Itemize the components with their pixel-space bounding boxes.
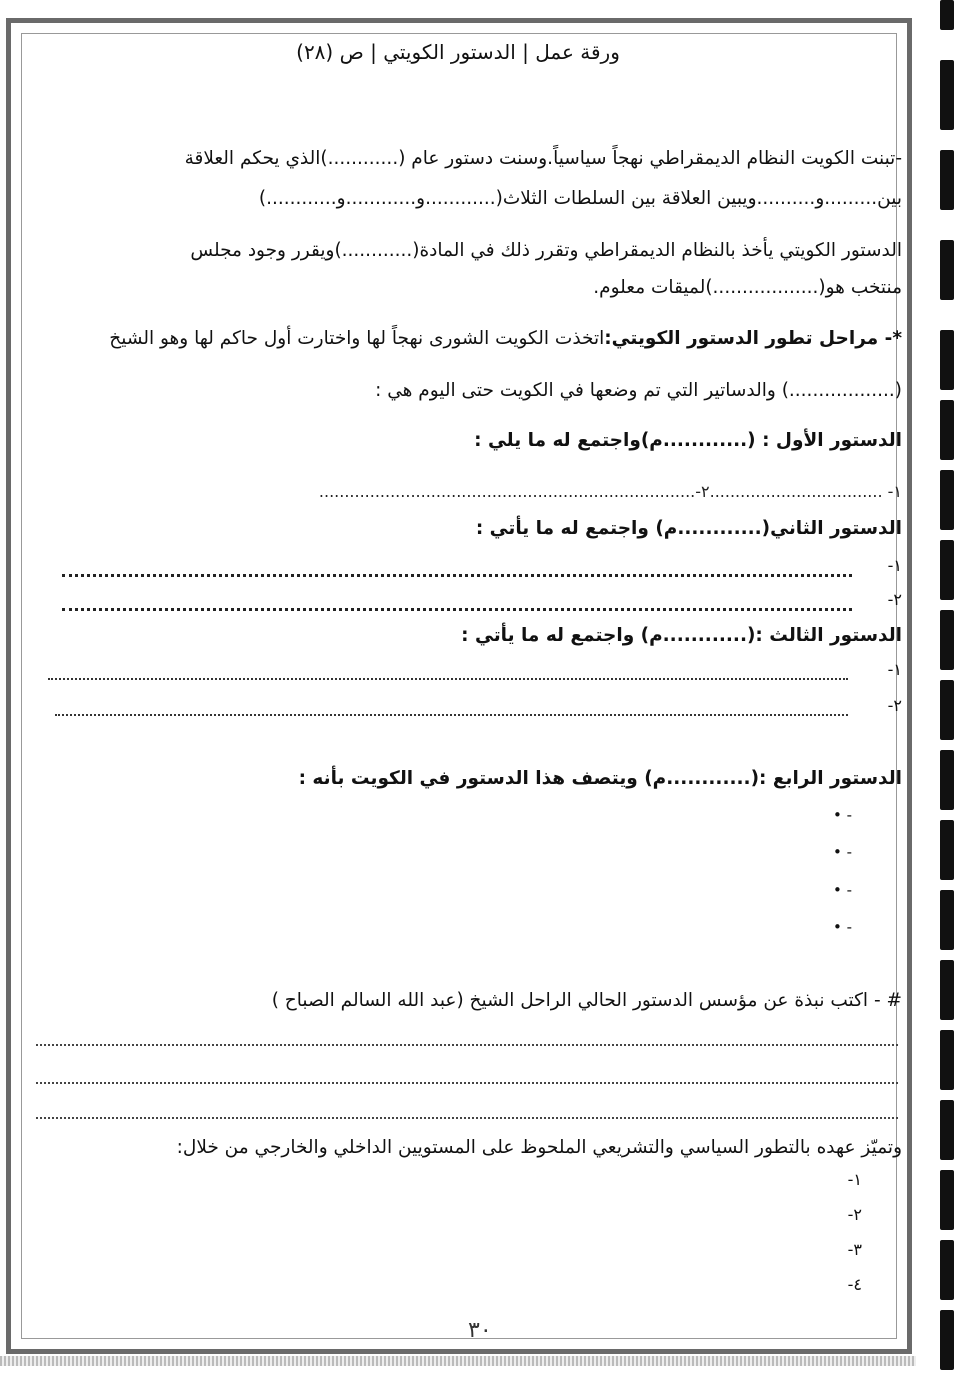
fourth-bullet-3: • - [833, 881, 853, 899]
stages-text: اتخذت الكويت الشورى نهجاً لها واختارت أول حاكم لها وهو الشيخ [109, 328, 605, 349]
founder-answer-line-1 [36, 1030, 898, 1046]
binding-hole [940, 330, 954, 390]
fourth-bullet-1: • - [833, 806, 853, 824]
binding-hole [940, 1310, 954, 1370]
founder-item-3: ٣- [847, 1240, 862, 1259]
binding-hole [940, 1240, 954, 1300]
intro-line-4: منتخب هو(..................)لميقات معلوم. [593, 277, 902, 298]
binding-hole [940, 150, 954, 210]
third-item-2-line [55, 700, 848, 716]
second-item-2-number: ٢- [887, 590, 902, 609]
binding-hole [940, 750, 954, 810]
binding-hole [940, 890, 954, 950]
binding-hole [940, 60, 954, 130]
binding-hole [940, 1030, 954, 1090]
intro-line-2: بين.........و..........ويبين العلاقة بين السلطات الثلاث(............و............و............) [258, 188, 902, 209]
binding-hole [940, 610, 954, 670]
binding-hole [940, 1100, 954, 1160]
stages-line-2: (..................) والدساتير التي تم وضعها في الكويت حتى اليوم هي : [375, 380, 902, 401]
binding-hole [940, 240, 954, 300]
second-item-2-line [62, 594, 852, 611]
intro-line-1: -تبنت الكويت النظام الديمقراطي نهجاً سياسياً.وسنت دستور عام (............)الذي يحكم العلاقة [184, 148, 902, 169]
binding-hole [940, 470, 954, 530]
founder-item-4: ٤- [847, 1275, 862, 1294]
binding-hole [940, 400, 954, 460]
binding-hole [940, 960, 954, 1020]
founder-distinguished: وتميّز عهده بالتطور السياسي والتشريعي الملحوظ على المستويين الداخلي والخارجي من خلال: [176, 1137, 902, 1158]
fourth-bullet-2: • - [833, 843, 853, 861]
binding-hole [940, 680, 954, 740]
stages-paragraph [109, 328, 902, 349]
scan-bottom-band [0, 1356, 916, 1366]
page-title: ورقة عمل | الدستور الكويتي | ص (٢٨) [296, 40, 620, 64]
founder-item-2: ٢- [847, 1205, 862, 1224]
third-item-1-number: ١- [887, 660, 902, 679]
second-item-1-number: ١- [887, 556, 902, 575]
third-item-1-line [48, 664, 848, 680]
page-number: ٣٠ [468, 1318, 492, 1343]
stages-label: *- مراحل تطور الدستور الكويتي: [604, 328, 902, 349]
binding-hole [940, 1170, 954, 1230]
third-constitution-heading: الدستور الثالث :(............م) واجتمع له ما يأتي : [461, 625, 902, 646]
binding-hole [940, 820, 954, 880]
founder-prompt: # - اكتب نبذة عن مؤسس الدستور الحالي الراحل الشيخ (عبد الله السالم الصباح ) [271, 990, 902, 1011]
third-item-2-number: ٢- [887, 696, 902, 715]
first-constitution-items: ١- ..................................٢-.......................................................................... [318, 482, 902, 501]
binding-hole [940, 540, 954, 600]
fourth-bullet-4: • - [833, 918, 853, 936]
founder-answer-line-3 [36, 1103, 898, 1119]
fourth-constitution-heading: الدستور الرابع :(............م) ويتصف هذا الدستور في الكويت بأنه : [298, 768, 902, 789]
second-constitution-heading: الدستور الثاني(............م) واجتمع له ما يأتي : [475, 518, 902, 539]
founder-item-1: ١- [847, 1170, 862, 1189]
second-item-1-line [62, 560, 852, 577]
founder-answer-line-2 [36, 1068, 898, 1084]
binding-hole [940, 0, 954, 30]
first-constitution-heading: الدستور الأول : (............م)واجتمع له ما يلي : [474, 430, 902, 451]
intro-line-3: الدستور الكويتي يأخذ بالنظام الديمقراطي وتقرر ذلك في المادة(............)ويقرر وجود مجلس [190, 240, 902, 261]
